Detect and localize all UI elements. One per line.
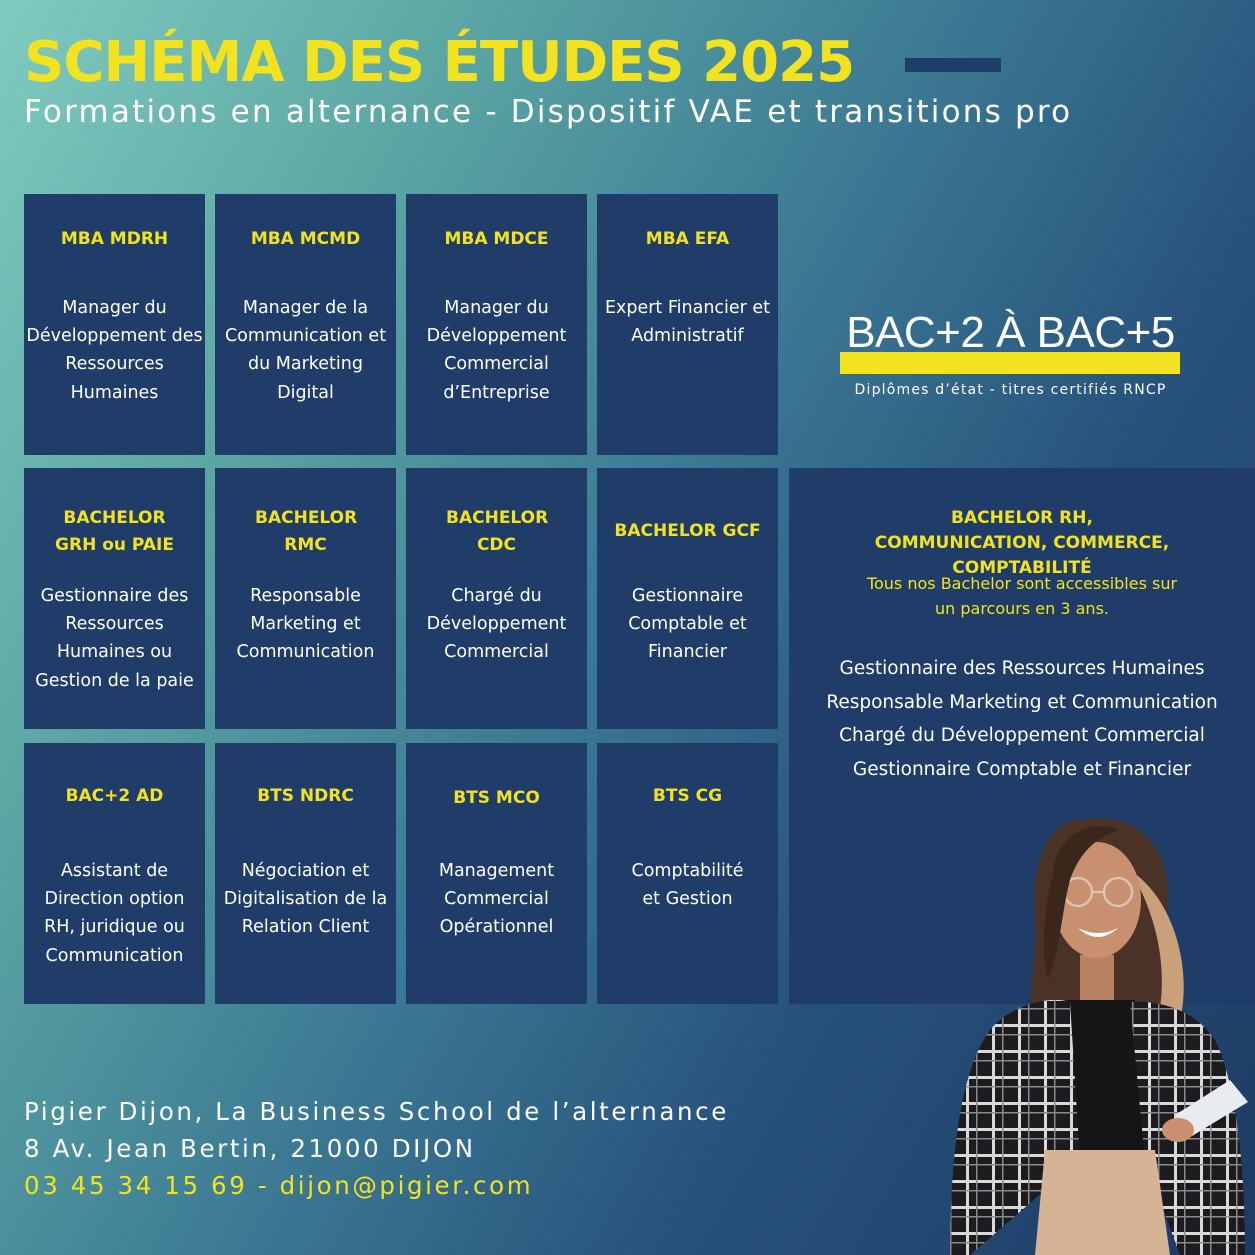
program-card-mba-mcmd <box>215 194 396 455</box>
program-code: BACHELOR CDC <box>446 508 549 555</box>
school-name: Pigier Dijon, La Business School de l’alternance <box>24 1097 729 1126</box>
program-description: Gestionnaire Comptable et Financier <box>628 586 747 663</box>
program-description: Management Commercial Opérationnel <box>438 861 555 938</box>
list-item: Responsable Marketing et Communication <box>826 691 1218 713</box>
program-code: BACHELOR GRH ou PAIE <box>55 508 174 555</box>
program-description: Assistant de Direction option RH, juridique ou Communication <box>44 861 185 966</box>
program-description: Manager du Développement Commercial d’Entreprise <box>426 298 567 403</box>
program-description: Comptabilité et Gestion <box>631 861 744 910</box>
student-photo <box>930 780 1255 1255</box>
bachelor-overview-note: Tous nos Bachelor sont accessibles sur un parcours en 3 ans. <box>866 574 1178 618</box>
program-code: BACHELOR GCF <box>614 521 761 541</box>
program-card-bachelor-rmc <box>215 468 396 729</box>
program-code: MBA MDRH <box>60 229 169 249</box>
bac-level-subtitle: Diplômes d’état - titres certifiés RNCP <box>854 382 1167 398</box>
program-card-mba-efa <box>597 194 778 455</box>
bac-level-block <box>838 308 1183 398</box>
page-subtitle: Formations en alternance - Dispositif VAE et transitions pro <box>24 94 1073 130</box>
program-card-mba-mdrh <box>24 194 205 455</box>
program-code: BTS MCO <box>453 788 540 808</box>
program-code: MBA EFA <box>645 229 730 249</box>
list-item: Chargé du Développement Commercial <box>839 725 1205 747</box>
program-description: Manager de la Communication et du Marketing Digital <box>224 298 387 403</box>
contact-footer <box>24 1093 729 1204</box>
program-card-bac2-ad <box>24 743 205 1004</box>
program-card-bts-mco <box>406 743 587 1004</box>
program-description: Responsable Marketing et Communication <box>236 586 375 663</box>
program-description: Négociation et Digitalisation de la Relation Client <box>223 861 388 938</box>
title-accent-bar <box>905 58 1001 72</box>
program-code: BACHELOR RMC <box>255 508 358 555</box>
program-description: Chargé du Développement Commercial <box>426 586 567 663</box>
program-card-bts-ndrc <box>215 743 396 1004</box>
program-description: Expert Financier et Administratif <box>604 298 771 347</box>
program-card-bachelor-grh <box>24 468 205 729</box>
program-code: MBA MCMD <box>250 229 361 249</box>
program-code: BAC+2 AD <box>65 786 164 806</box>
school-contact: 03 45 34 15 69 - dijon@pigier.com <box>24 1171 534 1200</box>
bachelor-overview-title: BACHELOR RH, COMMUNICATION, COMMERCE, COMPTABILITÉ <box>874 508 1170 578</box>
program-code: BTS NDRC <box>257 786 354 806</box>
program-card-bachelor-gcf <box>597 468 778 729</box>
page-title: SCHÉMA DES ÉTUDES 2025 <box>24 30 855 95</box>
program-description: Manager du Développement des Ressources Humaines <box>26 298 203 403</box>
program-description: Gestionnaire des Ressources Humaines ou Gestion de la paie <box>35 586 194 691</box>
list-item: Gestionnaire Comptable et Financier <box>852 758 1192 780</box>
list-item: Gestionnaire des Ressources Humaines <box>839 658 1205 679</box>
bac-level-title: BAC+2 À BAC+5 <box>846 308 1175 357</box>
program-card-mba-mdce <box>406 194 587 455</box>
bachelor-overview-list <box>789 652 1255 786</box>
program-code: MBA MDCE <box>444 229 549 249</box>
program-card-bts-cg <box>597 743 778 1004</box>
program-card-bachelor-cdc <box>406 468 587 729</box>
program-code: BTS CG <box>652 786 723 806</box>
school-address: 8 Av. Jean Bertin, 21000 DIJON <box>24 1134 476 1163</box>
